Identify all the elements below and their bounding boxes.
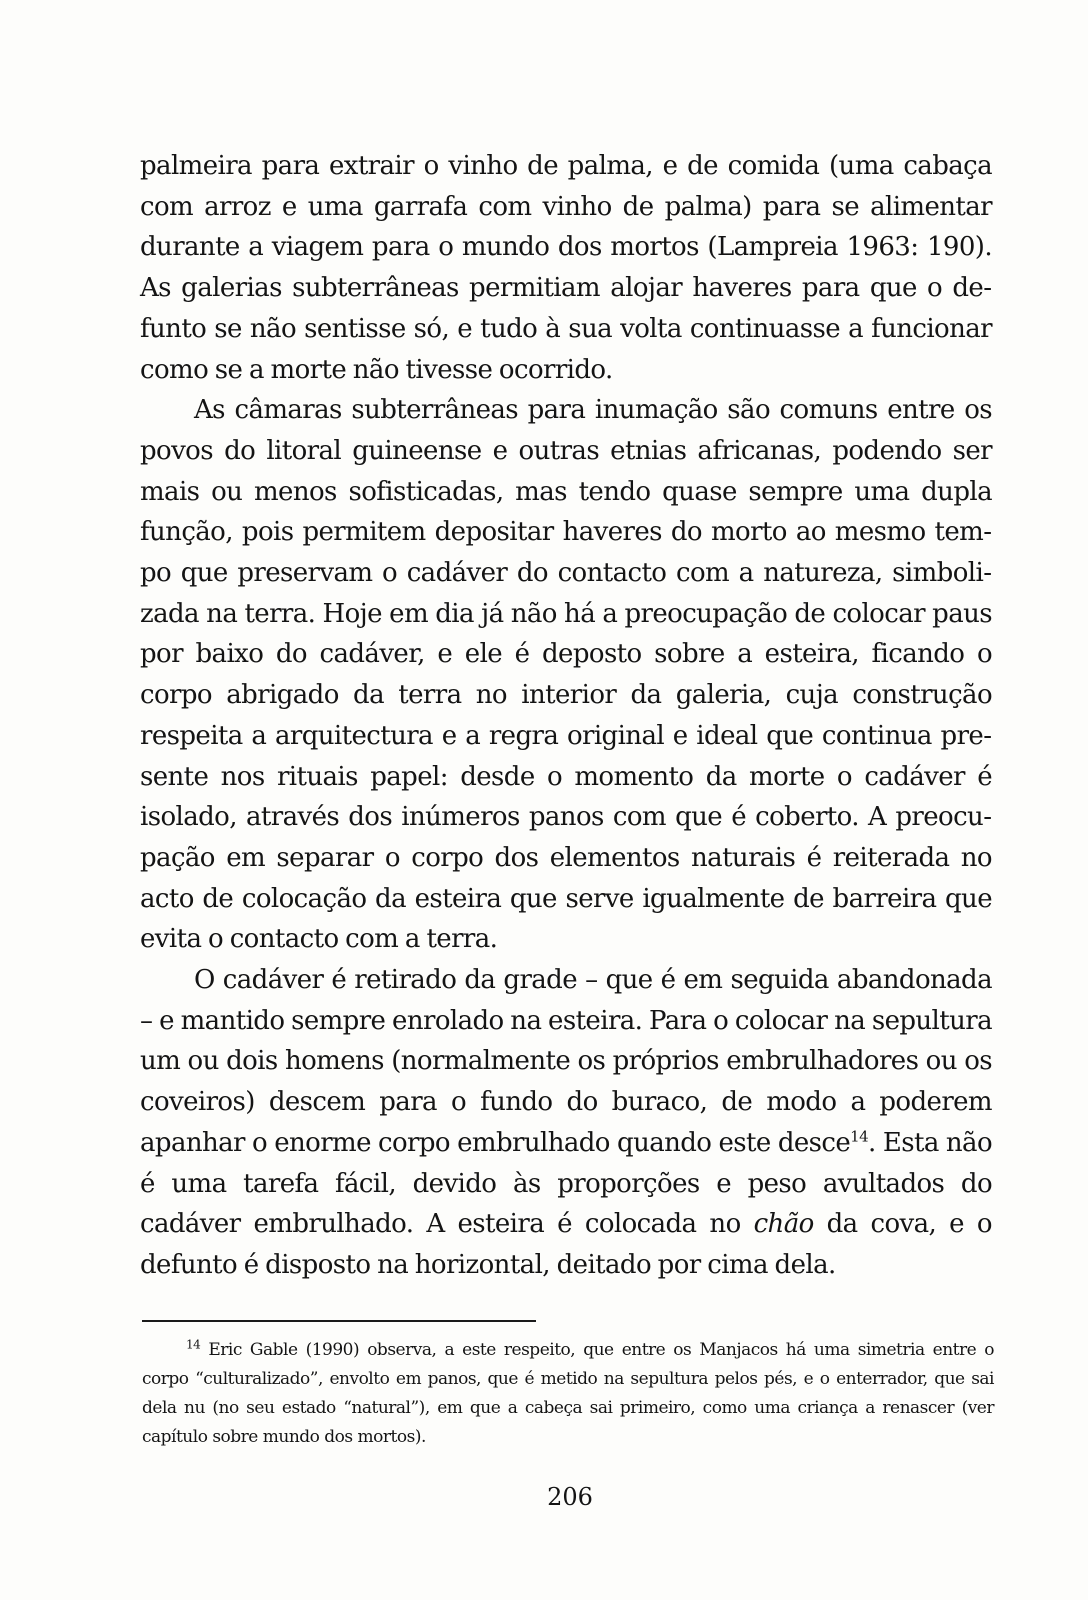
paragraph-text: da cova, e o defunto é disposto na horizontal, deitado por cima dela. [140, 1209, 992, 1280]
main-text [140, 146, 992, 1286]
footnote-marker: 14 [186, 1337, 201, 1352]
page-number: 206 [547, 1483, 593, 1511]
paragraph [140, 390, 992, 960]
footnote [142, 1336, 994, 1452]
italic-word: chão [753, 1209, 814, 1240]
footnote-text: Eric Gable (1990) observa, a este respeito, que entre os Manjacos há uma simetria entre o corpo “culturalizado”, envolto em panos, que é metido na sepultura pelos pés, e o enterrador, que sai dela nu (no seu estado “natural”), em que a cabeça sai primeiro, como uma criança a renascer (ver capítulo sobre mundo dos mortos). [142, 1340, 994, 1447]
footnote-reference: 14 [850, 1127, 869, 1146]
paragraph [140, 960, 992, 1286]
paragraph-text: . Esta não é uma tarefa fácil, devido às proporções e peso avultados do cadáver embrulhado. A esteira é colocada no [140, 1127, 992, 1240]
paragraph-text: As câmaras subterrâneas para inumação são comuns entre os povos do litoral guineense e outras etnias africanas, podendo ser mais ou menos sofisticadas, mas tendo quase sempre uma dupla função, pois permitem depositar haveres do morto ao mesmo tempo que preservam o cadáver do contacto com a natureza, simbolizada na terra. Hoje em dia já não há a preocupação de colocar paus por baixo do cadáver, e ele é deposto sobre a esteira, ficando o corpo abrigado da terra no interior da galeria, cuja construção respeita a arquitectura e a regra original e ideal que continua presente nos rituais papel: desde o momento da morte o cadáver é isolado, através dos inúmeros panos com que é coberto. A preocupação em separar o corpo dos elementos naturais é reiterada no acto de colocação da esteira que serve igualmente de barreira que evita o contacto com a terra. [140, 395, 992, 955]
paragraph [140, 146, 992, 390]
footnote-separator [142, 1320, 536, 1322]
paragraph-text: O cadáver é retirado da grade – que é em seguida abandonada – e mantido sempre enrolado na esteira. Para o colocar na sepultura um ou dois homens (normalmente os próprios embrulhadores ou os coveiros) descem para o fundo do buraco, de modo a poderem apanhar o enorme corpo embrulhado quando este desce [140, 965, 992, 1158]
paragraph-text: palmeira para extrair o vinho de palma, e de comida (uma cabaça com arroz e uma garrafa com vinho de palma) para se alimentar durante a viagem para o mundo dos mortos (Lampreia 1963: 190). As galerias subterrâneas permitiam alojar haveres para que o defunto se não sentisse só, e tudo à sua volta continuasse a funcionar como se a morte não tivesse ocorrido. [140, 151, 992, 385]
